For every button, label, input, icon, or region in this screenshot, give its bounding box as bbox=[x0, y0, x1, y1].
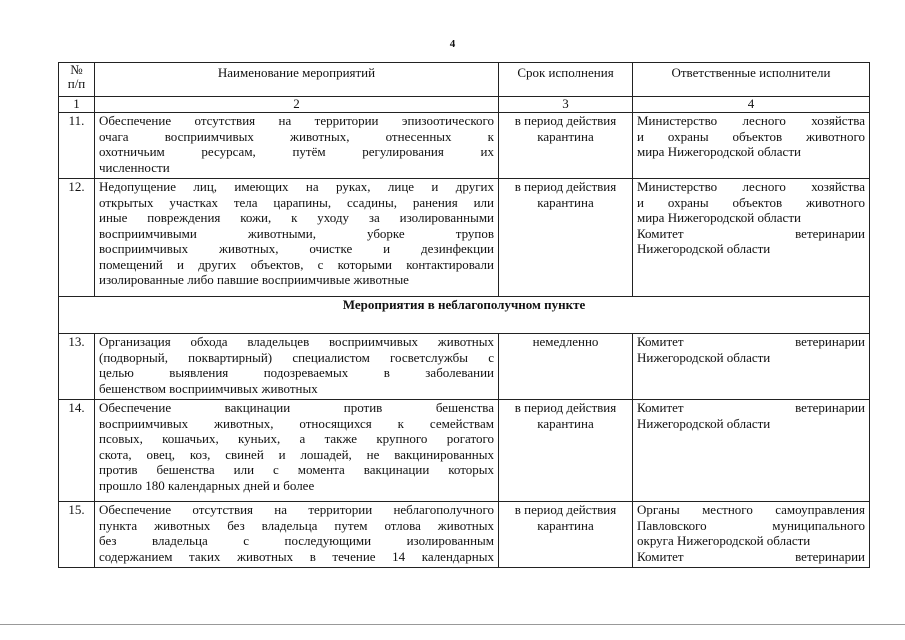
execution-term: в период действия карантина bbox=[499, 502, 633, 568]
header-num: № п/п bbox=[59, 63, 95, 97]
header-row bbox=[59, 63, 870, 97]
measure-name: Обеспечение отсутствия на территории неблагополучного пункта животных без владельца путем отлова животных без владельца с последующими изолированным содержанием таких животных в течение 14 календарных bbox=[95, 502, 499, 568]
row-number: 11. bbox=[59, 113, 95, 179]
measure-name: Недопущение лиц, имеющих на руках, лице и других открытых участках тела царапины, ссадины, ранения или иные повреждения кожи, к уходу за изолированными восприимчивыми животными, уборке трупов восприимчивых животных, очистке и дезинфекции помещений и других объектов, с которыми контактировали изолированные либо павшие восприимчивые животные bbox=[95, 179, 499, 297]
table-row bbox=[59, 334, 870, 400]
page-number: 4 bbox=[449, 38, 456, 50]
colnum-2: 2 bbox=[95, 97, 499, 113]
header-name: Наименование мероприятий bbox=[95, 63, 499, 97]
colnum-4: 4 bbox=[633, 97, 870, 113]
responsible: Министерство лесного хозяйства и охраны объектов животного мира Нижегородской области bbox=[633, 113, 870, 179]
table-row bbox=[59, 400, 870, 502]
row-number: 12. bbox=[59, 179, 95, 297]
section-row bbox=[59, 297, 870, 334]
responsible: Министерство лесного хозяйства и охраны объектов животного мира Нижегородской области Комитет ветеринарии Нижегородской области bbox=[633, 179, 870, 297]
execution-term: в период действия карантина bbox=[499, 113, 633, 179]
execution-term: в период действия карантина bbox=[499, 400, 633, 502]
colnum-1: 1 bbox=[59, 97, 95, 113]
execution-term: немедленно bbox=[499, 334, 633, 400]
measure-name: Обеспечение вакцинации против бешенства восприимчивых животных, относящихся к семействам псовых, кошачьих, куньих, а также крупного рогатого скота, овец, коз, свиней и лошадей, не вакцинированных против бешенства или с момента вакцинации которых прошло 180 календарных дней и более bbox=[95, 400, 499, 502]
execution-term: в период действия карантина bbox=[499, 179, 633, 297]
table-row bbox=[59, 502, 870, 568]
colnum-3: 3 bbox=[499, 97, 633, 113]
row-number: 15. bbox=[59, 502, 95, 568]
column-number-row bbox=[59, 97, 870, 113]
table-row bbox=[59, 179, 870, 297]
header-resp: Ответственные исполнители bbox=[633, 63, 870, 97]
responsible: Комитет ветеринарии Нижегородской области bbox=[633, 334, 870, 400]
responsible: Органы местного самоуправления Павловского муниципального округа Нижегородской области Комитет ветеринарии bbox=[633, 502, 870, 568]
table-row bbox=[59, 113, 870, 179]
page-bottom-edge bbox=[0, 624, 905, 625]
row-number: 13. bbox=[59, 334, 95, 400]
measures-table bbox=[58, 62, 870, 568]
row-number: 14. bbox=[59, 400, 95, 502]
measure-name: Обеспечение отсутствия на территории эпизоотического очага восприимчивых животных, отнесенных к охотничьим ресурсам, путём регулирования их численности bbox=[95, 113, 499, 179]
responsible: Комитет ветеринарии Нижегородской области bbox=[633, 400, 870, 502]
measure-name: Организация обхода владельцев восприимчивых животных (подворный, поквартирный) специалистом госветслужбы с целью выявления подозреваемых в заболевании бешенством восприимчивых животных bbox=[95, 334, 499, 400]
section-title: Мероприятия в неблагополучном пункте bbox=[59, 297, 870, 334]
header-term: Срок исполнения bbox=[499, 63, 633, 97]
